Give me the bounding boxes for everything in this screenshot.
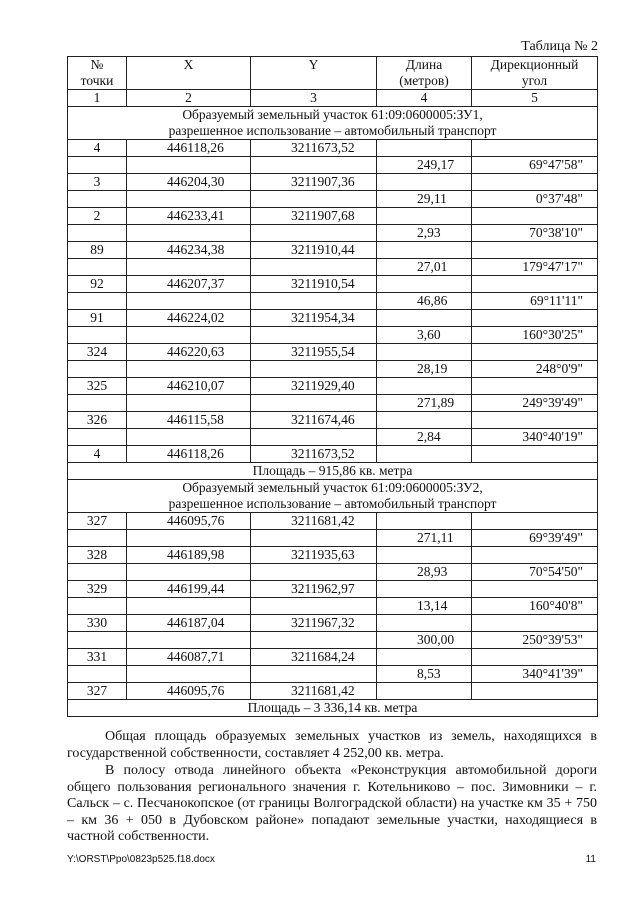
section-title-line: разрешенное использование – автомобильный транспорт <box>168 496 497 511</box>
y-empty <box>251 157 377 174</box>
length-empty <box>377 140 472 157</box>
x-empty <box>127 564 251 581</box>
length-empty <box>377 446 472 463</box>
y-empty <box>251 564 377 581</box>
point-empty <box>68 429 127 446</box>
point-number: 325 <box>68 378 127 395</box>
point-number: 326 <box>68 412 127 429</box>
coord-y: 3211907,68 <box>251 208 377 225</box>
header-y: Y <box>251 57 377 90</box>
point-number: 329 <box>68 581 127 598</box>
area-row <box>68 700 598 717</box>
column-number-row <box>68 90 598 107</box>
coord-y: 3211910,44 <box>251 242 377 259</box>
angle-empty <box>472 140 598 157</box>
point-empty <box>68 191 127 208</box>
coord-y: 3211967,32 <box>251 615 377 632</box>
file-path: Y:\ORST\Ppo\0823p525.f18.docx <box>67 854 215 865</box>
length-empty <box>377 208 472 225</box>
point-row <box>68 344 598 361</box>
length-empty <box>377 615 472 632</box>
angle-empty <box>472 581 598 598</box>
x-empty <box>127 259 251 276</box>
point-row <box>68 547 598 564</box>
coord-y: 3211674,46 <box>251 412 377 429</box>
area-row <box>68 463 598 480</box>
point-empty <box>68 564 127 581</box>
angle-empty <box>472 683 598 700</box>
point-row <box>68 276 598 293</box>
segment-angle: 70°38'10" <box>472 225 598 242</box>
coord-y: 3211929,40 <box>251 378 377 395</box>
point-row <box>68 446 598 463</box>
y-empty <box>251 429 377 446</box>
coord-x: 446118,26 <box>127 446 251 463</box>
segment-angle: 250°39'53" <box>472 632 598 649</box>
angle-empty <box>472 412 598 429</box>
segment-angle: 340°41'39" <box>472 666 598 683</box>
angle-empty <box>472 310 598 327</box>
y-empty <box>251 361 377 378</box>
angle-empty <box>472 174 598 191</box>
y-empty <box>251 632 377 649</box>
point-row <box>68 140 598 157</box>
point-empty <box>68 361 127 378</box>
col-number: 5 <box>472 90 598 107</box>
angle-empty <box>472 378 598 395</box>
col-number: 3 <box>251 90 377 107</box>
length-empty <box>377 344 472 361</box>
point-row <box>68 310 598 327</box>
coord-y: 3211681,42 <box>251 683 377 700</box>
coord-x: 446199,44 <box>127 581 251 598</box>
x-empty <box>127 191 251 208</box>
coord-y: 3211907,36 <box>251 174 377 191</box>
section-title-line: разрешенное использование – автомобильный транспорт <box>168 123 497 138</box>
y-empty <box>251 666 377 683</box>
segment-row <box>68 327 598 344</box>
header-angle: Дирекционный угол <box>472 57 598 90</box>
x-empty <box>127 429 251 446</box>
coord-x: 446095,76 <box>127 513 251 530</box>
point-empty <box>68 327 127 344</box>
point-empty <box>68 225 127 242</box>
length-empty <box>377 683 472 700</box>
segment-length: 249,17 <box>377 157 472 174</box>
header-row <box>68 57 598 90</box>
point-number: 89 <box>68 242 127 259</box>
point-empty <box>68 530 127 547</box>
x-empty <box>127 666 251 683</box>
segment-row <box>68 564 598 581</box>
coord-y: 3211673,52 <box>251 140 377 157</box>
coord-x: 446204,30 <box>127 174 251 191</box>
segment-row <box>68 259 598 276</box>
segment-row <box>68 666 598 683</box>
coord-x: 446234,38 <box>127 242 251 259</box>
coord-y: 3211935,63 <box>251 547 377 564</box>
paragraph-private-land: В полосу отвода линейного объекта «Реконструкция автомобильной дороги общего пользования регионального значения г. Котельниково – пос. Зимовники – г. Сальск – с. Песчанокопское (от границы Волгоградской области) на участке км 35 + 750 – км 36 + 050 в Дубовском районе» попадают земельные участки, находящиеся в частной собственности. <box>67 763 597 844</box>
coord-y: 3211681,42 <box>251 513 377 530</box>
coord-x: 446233,41 <box>127 208 251 225</box>
section-title-row <box>68 480 598 513</box>
segment-row <box>68 395 598 412</box>
segment-angle: 69°39'49" <box>472 530 598 547</box>
segment-length: 46,86 <box>377 293 472 310</box>
segment-row <box>68 225 598 242</box>
coord-x: 446207,37 <box>127 276 251 293</box>
x-empty <box>127 395 251 412</box>
length-empty <box>377 649 472 666</box>
header-x: X <box>127 57 251 90</box>
point-row <box>68 581 598 598</box>
header-length: Длина (метров) <box>377 57 472 90</box>
y-empty <box>251 293 377 310</box>
point-empty <box>68 157 127 174</box>
segment-angle: 69°47'58" <box>472 157 598 174</box>
segment-row <box>68 598 598 615</box>
point-number: 91 <box>68 310 127 327</box>
segment-length: 2,93 <box>377 225 472 242</box>
length-empty <box>377 412 472 429</box>
segment-angle: 340°40'19" <box>472 429 598 446</box>
coord-y: 3211910,54 <box>251 276 377 293</box>
point-empty <box>68 293 127 310</box>
x-empty <box>127 157 251 174</box>
coord-x: 446087,71 <box>127 649 251 666</box>
segment-length: 271,89 <box>377 395 472 412</box>
point-row <box>68 649 598 666</box>
x-empty <box>127 598 251 615</box>
segment-angle: 179°47'17" <box>472 259 598 276</box>
segment-length: 29,11 <box>377 191 472 208</box>
length-empty <box>377 581 472 598</box>
segment-length: 8,53 <box>377 666 472 683</box>
point-number: 327 <box>68 513 127 530</box>
segment-length: 28,19 <box>377 361 472 378</box>
coord-y: 3211955,54 <box>251 344 377 361</box>
segment-row <box>68 157 598 174</box>
angle-empty <box>472 547 598 564</box>
x-empty <box>127 530 251 547</box>
point-row <box>68 174 598 191</box>
section-title-line: Образуемый земельный участок 61:09:0600005:ЗУ1, <box>182 107 483 122</box>
segment-row <box>68 293 598 310</box>
coord-x: 446220,63 <box>127 344 251 361</box>
length-empty <box>377 174 472 191</box>
coord-y: 3211673,52 <box>251 446 377 463</box>
point-number: 4 <box>68 446 127 463</box>
x-empty <box>127 225 251 242</box>
segment-length: 271,11 <box>377 530 472 547</box>
header-point: № точки <box>68 57 127 90</box>
point-row <box>68 513 598 530</box>
point-empty <box>68 395 127 412</box>
col-number: 4 <box>377 90 472 107</box>
coord-x: 446095,76 <box>127 683 251 700</box>
table-caption: Таблица № 2 <box>521 39 598 54</box>
segment-row <box>68 429 598 446</box>
y-empty <box>251 259 377 276</box>
point-row <box>68 615 598 632</box>
coord-x: 446210,07 <box>127 378 251 395</box>
point-number: 92 <box>68 276 127 293</box>
point-row <box>68 378 598 395</box>
paragraph-total-area: Общая площадь образуемых земельных участков из земель, находящихся в государственной собственности, составляет 4 252,00 кв. метра. <box>67 729 597 761</box>
segment-angle: 160°30'25" <box>472 327 598 344</box>
point-number: 3 <box>68 174 127 191</box>
segment-row <box>68 530 598 547</box>
segment-angle: 70°54'50" <box>472 564 598 581</box>
section-title <box>68 107 598 140</box>
point-empty <box>68 632 127 649</box>
point-empty <box>68 598 127 615</box>
point-row <box>68 412 598 429</box>
segment-length: 13,14 <box>377 598 472 615</box>
segment-length: 3,60 <box>377 327 472 344</box>
point-row <box>68 683 598 700</box>
segment-length: 2,84 <box>377 429 472 446</box>
length-empty <box>377 310 472 327</box>
angle-empty <box>472 242 598 259</box>
coord-y: 3211684,24 <box>251 649 377 666</box>
x-empty <box>127 632 251 649</box>
segment-row <box>68 191 598 208</box>
angle-empty <box>472 615 598 632</box>
x-empty <box>127 361 251 378</box>
point-empty <box>68 259 127 276</box>
point-number: 328 <box>68 547 127 564</box>
section-title <box>68 480 598 513</box>
x-empty <box>127 327 251 344</box>
y-empty <box>251 225 377 242</box>
point-number: 327 <box>68 683 127 700</box>
y-empty <box>251 530 377 547</box>
y-empty <box>251 395 377 412</box>
coord-y: 3211962,97 <box>251 581 377 598</box>
coordinates-table <box>67 56 598 717</box>
x-empty <box>127 293 251 310</box>
length-empty <box>377 378 472 395</box>
point-number: 2 <box>68 208 127 225</box>
coord-x: 446118,26 <box>127 140 251 157</box>
section-area: Площадь – 915,86 кв. метра <box>68 463 598 480</box>
section-title-row <box>68 107 598 140</box>
y-empty <box>251 191 377 208</box>
segment-angle: 248°0'9" <box>472 361 598 378</box>
segment-length: 28,93 <box>377 564 472 581</box>
coord-x: 446189,98 <box>127 547 251 564</box>
section-area: Площадь – 3 336,14 кв. метра <box>68 700 598 717</box>
point-number: 4 <box>68 140 127 157</box>
angle-empty <box>472 208 598 225</box>
point-empty <box>68 666 127 683</box>
angle-empty <box>472 344 598 361</box>
length-empty <box>377 513 472 530</box>
point-row <box>68 242 598 259</box>
angle-empty <box>472 649 598 666</box>
length-empty <box>377 242 472 259</box>
coord-y: 3211954,34 <box>251 310 377 327</box>
point-number: 331 <box>68 649 127 666</box>
y-empty <box>251 327 377 344</box>
angle-empty <box>472 446 598 463</box>
col-number: 1 <box>68 90 127 107</box>
coord-x: 446115,58 <box>127 412 251 429</box>
coord-x: 446187,04 <box>127 615 251 632</box>
length-empty <box>377 276 472 293</box>
segment-length: 27,01 <box>377 259 472 276</box>
page-number: 11 <box>585 854 596 865</box>
segment-angle: 69°11'11" <box>472 293 598 310</box>
segment-length: 300,00 <box>377 632 472 649</box>
point-row <box>68 208 598 225</box>
segment-angle: 249°39'49" <box>472 395 598 412</box>
length-empty <box>377 547 472 564</box>
y-empty <box>251 598 377 615</box>
section-title-line: Образуемый земельный участок 61:09:0600005:ЗУ2, <box>182 480 483 495</box>
segment-angle: 0°37'48" <box>472 191 598 208</box>
angle-empty <box>472 276 598 293</box>
point-number: 324 <box>68 344 127 361</box>
point-number: 330 <box>68 615 127 632</box>
segment-angle: 160°40'8" <box>472 598 598 615</box>
segment-row <box>68 361 598 378</box>
segment-row <box>68 632 598 649</box>
angle-empty <box>472 513 598 530</box>
col-number: 2 <box>127 90 251 107</box>
coord-x: 446224,02 <box>127 310 251 327</box>
